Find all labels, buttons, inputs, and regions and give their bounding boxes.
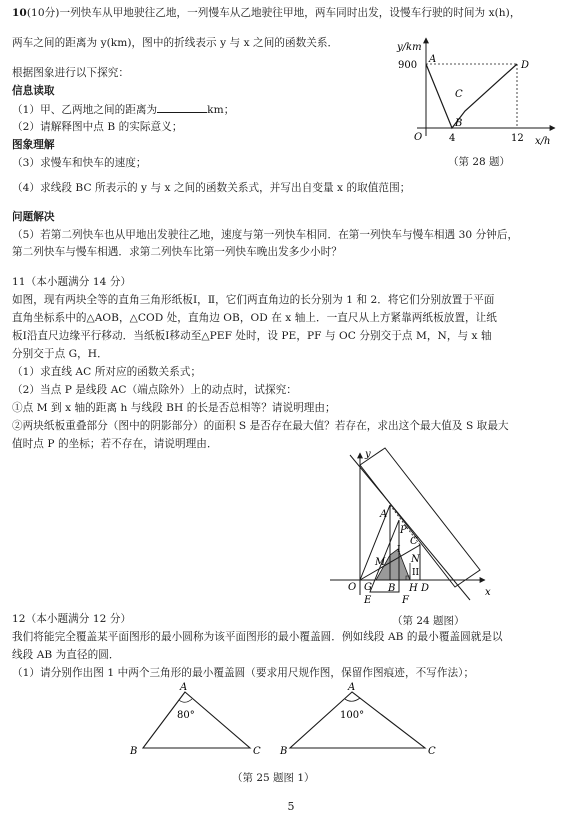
q10-part-2: （2）请解释图中点 B 的实际意义； bbox=[12, 121, 183, 133]
q10-part-4: （4）求线段 BC 所表示的 y 与 x 之间的函数关系式，并写出自变量 x 的取值范围； bbox=[12, 182, 411, 194]
q10-x-tick-12: 12 bbox=[511, 133, 524, 144]
q10-point-A: A bbox=[429, 54, 437, 65]
q10-unit: km； bbox=[207, 104, 235, 116]
q11-line-3: 板Ⅰ沿直尺边缘平行移动．当纸板Ⅰ移动至△PEF 处时，设 PE，PF 与 OC 分别交于点 M，N，与 x 轴 bbox=[12, 330, 492, 342]
tri2-angle: 100° bbox=[340, 710, 365, 721]
q10-heading-solve: 问题解决 bbox=[12, 211, 55, 223]
q11-label-II: II bbox=[412, 568, 420, 578]
q10-y-label: y/km bbox=[397, 42, 422, 53]
q10-distance-graph bbox=[395, 28, 575, 158]
q11-label-E: E bbox=[364, 595, 372, 606]
q12-triangle-80 bbox=[125, 680, 265, 760]
q10-part-1 bbox=[12, 102, 234, 117]
q11-label-P: P bbox=[400, 525, 407, 536]
q12-caption: （第 25 题图 1） bbox=[232, 772, 315, 784]
angle-arc-80 bbox=[179, 699, 192, 702]
q11-label-F: F bbox=[402, 595, 409, 606]
q11-label-H: H bbox=[409, 583, 418, 594]
q10-part-1-text: （1）甲、乙两地之间的距离为 bbox=[12, 104, 158, 116]
triangle-80-shape bbox=[143, 692, 250, 748]
q10-line-3: 根据图象进行以下探究： bbox=[12, 67, 130, 79]
q11-label-N: N bbox=[411, 554, 420, 565]
tri2-label-B: B bbox=[280, 746, 288, 757]
q10-x-tick-4: 4 bbox=[449, 133, 456, 144]
q10-text-1: 一列快车从甲地驶往乙地，一列慢车从乙地驶往甲地，两车同时出发，设慢车行驶的时间为 x(h)， bbox=[59, 7, 521, 19]
q10-number: 10 bbox=[12, 7, 27, 19]
q11-label-M: M bbox=[375, 557, 386, 568]
q11-label-C: C bbox=[410, 536, 418, 547]
q11-triangle-figure bbox=[320, 445, 520, 615]
tri1-label-C: C bbox=[253, 746, 261, 757]
q11-part-2-2: ②两块纸板重叠部分（图中的阴影部分）的面积 S 是否存在最大值？若存在，求出这个最大值及 S 取最大 bbox=[12, 420, 509, 432]
q11-line-1: 如图，现有两块全等的直角三角形纸板Ⅰ，Ⅱ，它们两直角边的长分别为 1 和 2．将它们分别放置于平面 bbox=[12, 294, 495, 306]
q10-part-5: （5）若第二列快车也从甲地出发驶往乙地，速度与第一列快车相同．在第一列快车与慢车相遇 30 分钟后， bbox=[12, 229, 519, 241]
q10-heading-info: 信息读取 bbox=[12, 85, 55, 97]
q11-label-O: O bbox=[348, 582, 357, 593]
q10-point-C: C bbox=[455, 89, 463, 100]
q10-heading-graph: 图象理解 bbox=[12, 139, 55, 151]
tri1-label-B: B bbox=[130, 746, 138, 757]
q11-part-2-1: ①点 M 到 x 轴的距离 h 与线段 BH 的长是否总相等？请说明理由； bbox=[12, 402, 336, 414]
q12-part-1: （1）请分别作出图 1 中两个三角形的最小覆盖圆（要求用尺规作图，保留作图痕迹，不写作法）； bbox=[12, 667, 475, 679]
q11-part-2-2b: 值时点 P 的坐标；若不存在，请说明理由． bbox=[12, 438, 218, 450]
q11-label-y: y bbox=[365, 449, 371, 460]
q10-point-D: D bbox=[521, 60, 530, 71]
tri1-angle: 80° bbox=[177, 710, 195, 721]
tri2-label-A: A bbox=[348, 682, 356, 693]
q10-line-1 bbox=[12, 6, 521, 20]
q10-point-B: B bbox=[455, 118, 463, 129]
q11-label-B: B bbox=[388, 583, 396, 594]
q11-header: 11（本小题满分 14 分） bbox=[12, 276, 132, 288]
q11-label-A: A bbox=[380, 509, 388, 520]
q10-y-tick-900: 900 bbox=[398, 60, 418, 71]
tri2-label-C: C bbox=[428, 746, 436, 757]
q10-polyline bbox=[426, 64, 517, 128]
q11-part-1: （1）求直线 AC 所对应的函数关系式； bbox=[12, 366, 202, 378]
q11-label-G: G bbox=[364, 582, 372, 593]
page-number: 5 bbox=[287, 800, 295, 813]
q12-line-2: 线段 AB 为直径的圆． bbox=[12, 649, 120, 661]
q10-part-5b: 第二列快车与慢车相遇．求第二列快车比第一列快车晚出发多少小时？ bbox=[12, 246, 342, 258]
tri1-label-A: A bbox=[180, 682, 188, 693]
q10-x-label: x/h bbox=[535, 136, 551, 147]
q10-line-2: 两车之间的距离为 y(km)，图中的折线表示 y 与 x 之间的函数关系． bbox=[12, 37, 339, 49]
q11-label-x: x bbox=[485, 587, 491, 598]
q10-points: (10分) bbox=[26, 7, 60, 19]
q11-line-4: 分别交于点 G，H． bbox=[12, 348, 108, 360]
q11-label-I: I bbox=[397, 545, 401, 555]
angle-arc-100 bbox=[345, 698, 360, 701]
q11-part-2: （2）当点 P 是线段 AC（端点除外）上的动点时，试探究： bbox=[12, 384, 297, 396]
q11-caption: （第 24 题图） bbox=[392, 615, 465, 627]
q10-part-3: （3）求慢车和快车的速度； bbox=[12, 157, 147, 169]
q10-caption: （第 28 题） bbox=[448, 156, 511, 168]
q12-triangle-100 bbox=[280, 680, 440, 760]
q11-label-D: D bbox=[421, 583, 430, 594]
q12-line-1: 我们将能完全覆盖某平面图形的最小圆称为该平面图形的最小覆盖圆．例如线段 AB 的最小覆盖圆就是以 bbox=[12, 631, 503, 643]
q10-origin: O bbox=[414, 132, 423, 143]
q11-line-2: 直角坐标系中的△AOB，△COD 处，直角边 OB，OD 在 x 轴上．一直尺从上方紧靠两纸板放置，让纸 bbox=[12, 312, 497, 324]
q12-header: 12（本小题满分 12 分） bbox=[12, 613, 132, 625]
answer-blank[interactable] bbox=[157, 102, 207, 113]
